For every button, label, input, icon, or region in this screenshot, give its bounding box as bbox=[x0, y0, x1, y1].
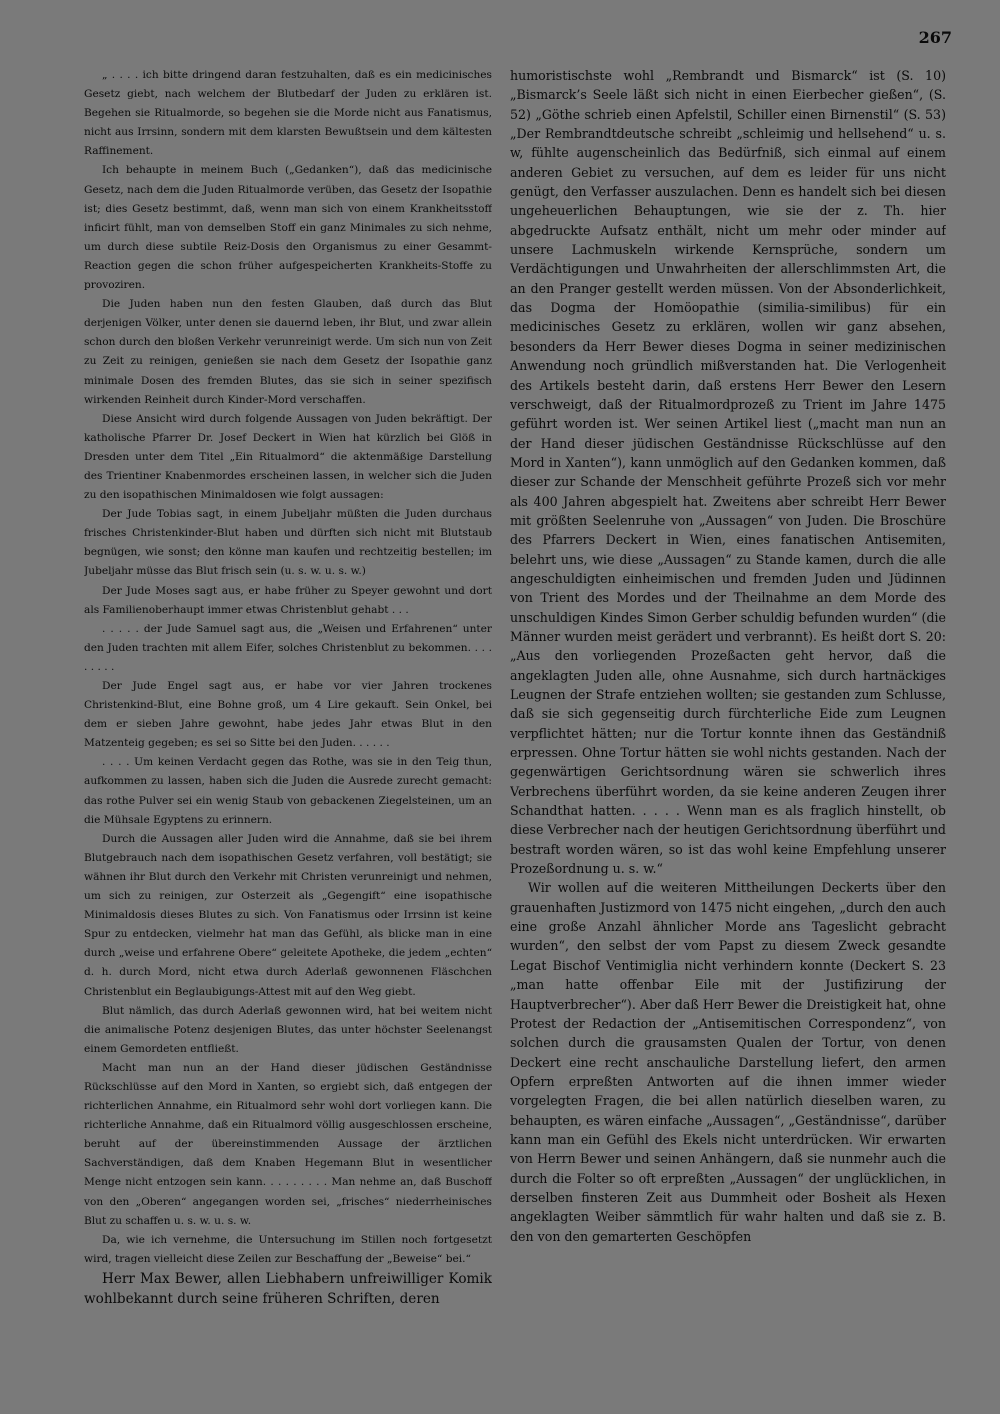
paragraph: Der Jude Engel sagt aus, er habe vor vier Jahren trockenes Christenkind-Blut, eine Bohne groß, um 4 Lire gekauft. Sein Onkel, bei dem er sieben Jahre gewohnt, habe jedes Jahr etwas Blut in den Matzenteig gegeben; es sei so Sitte bei den Juden. . . . . . bbox=[84, 680, 492, 750]
right-column bbox=[510, 66, 946, 1336]
paragraph: Der Jude Tobias sagt, in einem Jubeljahr müßten die Juden durchaus frisches Christenkinder-Blut haben und dürften sich nicht mit Blutstaub begnügen, wie sonst; den könne man kaufen und rechtzeitig bestellen; im Jubeljahr müsse das Blut frisch sein (u. s. w. u. s. w.) bbox=[84, 508, 492, 578]
paragraph: Blut nämlich, das durch Aderlaß gewonnen wird, hat bei weitem nicht die animalische Potenz desjenigen Blutes, das unter höchster Seelenangst einem Gemordeten entfließt. bbox=[84, 1004, 492, 1055]
paragraph: Der Jude Moses sagt aus, er habe früher zu Speyer gewohnt und dort als Familienoberhaupt immer etwas Christenblut gehabt . . . bbox=[84, 584, 492, 616]
paragraph: Die Juden haben nun den festen Glauben, daß durch das Blut derjenigen Völker, unter denen sie dauernd leben, ihr Blut, und zwar allein schon durch den bloßen Verkehr verunreinigt werde. Um sich nun von Zeit zu Zeit zu reinigen, genießen sie nach dem Gesetz der Isopathie ganz minimale Dosen des fremden Blutes, das sie sich in seiner spezifisch wirkenden Reinheit durch Kinder-Mord verschaffen. bbox=[84, 298, 492, 406]
paragraph: Diese Ansicht wird durch folgende Aussagen von Juden bekräftigt. Der katholische Pfarrer Dr. Josef Deckert in Wien hat kürzlich bei Glöß in Dresden unter dem Titel „Ein Ritualmord“ die aktenmäßige Darstellung des Trientiner Knabenmordes erscheinen lassen, in welcher sich die Juden zu den isopathischen Minimaldosen wie folgt aussagen: bbox=[84, 412, 492, 502]
paragraph: . . . . Um keinen Verdacht gegen das Rothe, was sie in den Teig thun, aufkommen zu lassen, haben sich die Juden die Ausrede zurecht gemacht: das rothe Pulver sei ein wenig Staub von gebackenen Ziegelsteinen, um an die Mühsale Egyptens zu erinnern. bbox=[84, 756, 492, 826]
paragraph: humoristischste wohl „Rembrandt und Bismarck“ ist (S. 10) „Bismarck’s Seele läßt sich nicht in einen Eierbecher gießen“, (S. 52) „Göthe schrieb einen Apfelstil, Schiller einen Birnenstil“ (S. 53) „Der Rembrandtdeutsche schreibt „schleimig und hellsehend“ u. s. w, fühlte augenscheinlich das Bedürfniß, sich einmal auf einem anderen Gebiet zu versuchen, auf dem es leider für uns nicht genügt, den Verfasser auszulachen. Denn es handelt sich bei diesen ungeheuerlichen Behauptungen, wie sie der z. Th. hier abgedruckte Aufsatz enthält, nicht um mehr oder minder auf unsere Lachmuskeln wirkende Kernsprüche, sondern um Verdächtigungen und Unwahrheiten der allerschlimmsten Art, die an den Pranger gestellt werden müssen. Von der Absonderlichkeit, das Dogma der Homöopathie (similia-similibus) für ein medicinisches Gesetz zu erklären, wollen wir ganz absehen, besonders da Herr Bewer dieses Dogma in seiner medizinischen Anwendung noch gründlich mißverstanden hat. Die Verlogenheit des Artikels besteht darin, daß erstens Herr Bewer den Lesern verschweigt, daß der Ritualmordprozeß zu Trient im Jahre 1475 geführt worden ist. Wer seinen Artikel liest („macht man nun an der Hand dieser jüdischen Geständnisse Rückschlüsse auf den Mord in Xanten“), kann unmöglich auf den Gedanken kommen, daß dieser zur Schande der Menschheit geführte Prozeß sich vor mehr als 400 Jahren abgespielt hat. Zweitens aber schreibt Herr Bewer mit größten Seelenruhe von „Aussagen“ von Juden. Die Broschüre des Pfarrers Deckert in Wien, eines fanatischen Antisemiten, belehrt uns, wie diese „Aussagen“ zu Stande kamen, durch die alle angeschuldigten einheimischen und fremden Juden und Jüdinnen von Trient des Mordes und der Theilnahme an dem Morde des unschuldigen Kindes Simon Gerber schuldig befunden wurden“ (die Männer wurden meist gerädert und verbrannt). Es heißt dort S. 20: „Aus den vorliegenden Prozeßacten geht hervor, daß die angeklagten Juden alle, ohne Ausnahme, sich durch hartnäckiges Leugnen der Strafe entziehen wollten; sie gestanden zum Schlusse, daß sie sich gegenseitig durch fürchterliche Eide zum Leugnen verpflichtet hätten; nur die Tortur konnte ihnen das Geständniß erpressen. Ohne Tortur hätten sie wohl nichts gestanden. Nach der gegenwärtigen Gerichtsordnung wären sie schwerlich ihres Verbrechens überführt worden, da sie keine anderen Zeugen ihrer Schandthat hatten. . . . . Wenn man es als fraglich hinstellt, ob diese Verbrecher nach der heutigen Gerichtsordnung überführt und bestraft worden wären, so ist das wohl keine Empfehlung unserer Prozeßordnung u. s. w.“ bbox=[510, 68, 946, 877]
paragraph: Durch die Aussagen aller Juden wird die Annahme, daß sie bei ihrem Blutgebrauch nach dem isopathischen Gesetz verfahren, voll bestätigt; sie wähnen ihr Blut durch den Verkehr mit Christen verunreinigt und nehmen, um sich zu reinigen, zur Osterzeit als „Gegengift“ eine isopathische Minimaldosis dieses Blutes zu sich. Von Fanatismus oder Irrsinn ist keine Spur zu entdecken, vielmehr hat man das Gefühl, als blicke man in eine durch „weise und erfahrene Obere“ geleitete Apotheke, die jedem „echten“ d. h. durch Mord, nicht etwa durch Aderlaß gewonnenen Fläschchen Christenblut ein Beglaubigungs-Attest mit auf den Weg giebt. bbox=[84, 832, 492, 998]
paragraph: Ich behaupte in meinem Buch („Gedanken“), daß das medicinische Gesetz, nach dem die Juden Ritualmorde verüben, das Gesetz der Isopathie ist; dies Gesetz bestimmt, daß, wenn man sich von einem Krankheitsstoff inficirt fühlt, man von demselben Stoff ein ganz Minimales zu sich nehme, um durch diese subtile Reiz-Dosis den Organismus zu einer Gesammt-Reaction gegen die schon früher aufgespeicherten Krankheits-Stoffe zu provoziren. bbox=[84, 164, 492, 292]
paragraph: Da, wie ich vernehme, die Untersuchung im Stillen noch fortgesetzt wird, tragen vielleicht diese Zeilen zur Beschaffung der „Beweise“ bei.“ bbox=[84, 1233, 492, 1265]
left-column bbox=[84, 66, 492, 1306]
paragraph: Wir wollen auf die weiteren Mittheilungen Deckerts über den grauenhaften Justizmord von 1475 nicht eingehen, „durch den auch eine große Anzahl ähnlicher Morde ans Tageslicht gebracht wurden“, den selbst der vom Papst zu diesem Zweck gesandte Legat Bischof Ventimiglia nicht verhindern konnte (Deckert S. 23 „man hatte offenbar Eile mit der Justifizirung der Hauptverbrecher“). Aber daß Herr Bewer die Dreistigkeit hat, ohne Protest der Redaction der „Antisemitischen Correspondenz“, von solchen durch die grausamsten Qualen der Tortur, von denen Deckert eine recht anschauliche Darstellung liefert, den armen Opfern erpreßten Antworten auf die ihnen immer wieder vorgelegten Fragen, die bei allen natürlich dieselben waren, zu behaupten, es wären einfache „Aussagen“, „Geständnisse“, darüber kann man ein Gefühl des Ekels nicht unterdrücken. Wir erwarten von Herrn Bewer und seinen Anhängern, daß sie nunmehr auch die durch die Folter so oft erpreßten „Aussagen“ der unglücklichen, in derselben finsteren Zeit aus Dummheit oder Bosheit als Hexen angeklagten Weiber sämmtlich für wahr halten und daß sie z. B. den von den gemarterten Geschöpfen bbox=[510, 880, 946, 1244]
paragraph: Herr Max Bewer, allen Liebhabern unfreiwilliger Komik wohlbekannt durch seine früheren Schriften, deren bbox=[84, 1270, 492, 1306]
paragraph: Macht man nun an der Hand dieser jüdischen Geständnisse Rückschlüsse auf den Mord in Xanten, so ergiebt sich, daß entgegen der richterlichen Annahme, ein Ritualmord sehr wohl dort vorliegen kann. Die richterliche Annahme, daß ein Ritualmord völlig ausgeschlossen erscheine, beruht auf der übereinstimmenden Aussage der ärztlichen Sachverständigen, daß dem Knaben Hegemann Blut in wesentlicher Menge nicht entzogen sein kann. . . . . . . . . Man nehme an, daß Buschoff von den „Oberen“ angegangen worden sei, „frisches“ niederrheinisches Blut zu schaffen u. s. w. u. s. w. bbox=[84, 1061, 492, 1227]
paragraph: „ . . . . ich bitte dringend daran festzuhalten, daß es ein medicinisches Gesetz giebt, nach welchem der Blutbedarf der Juden zu erklären ist. Begehen sie Ritualmorde, so begehen sie die Morde nicht aus Fanatismus, nicht aus Irrsinn, sondern mit dem klarsten Bewußtsein und dem kältesten Raffinement. bbox=[84, 69, 492, 158]
page-number: 267 bbox=[918, 28, 952, 47]
paragraph: . . . . . der Jude Samuel sagt aus, die „Weisen und Erfahrenen“ unter den Juden trachten mit allem Eifer, solches Christenblut zu bekommen. . . . . . . . . bbox=[84, 622, 492, 673]
